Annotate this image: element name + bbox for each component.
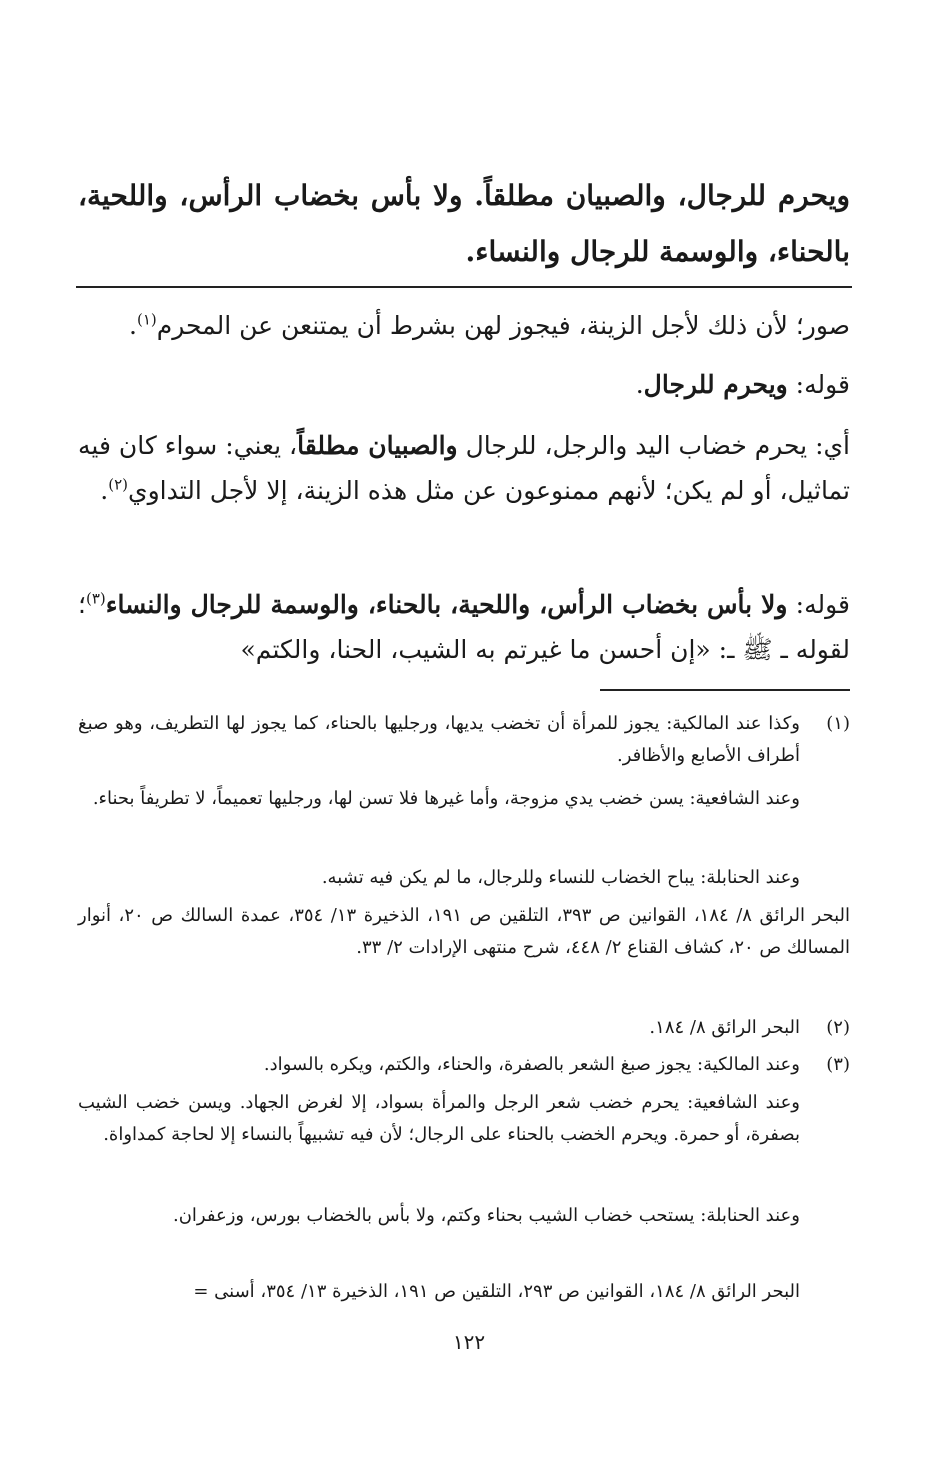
matn-text: ويحرم للرجال، والصبيان مطلقاً. ولا بأس بخضاب الرأس، واللحية، بالحناء، والوسمة للرجال والنساء. [78, 179, 850, 268]
paragraph-text: ؛ لقوله ـ ﷺ ـ: «إن أحسن ما غيرتم به الشيب، الحنا، والكتم» [78, 590, 850, 664]
sharh-paragraph-3 [78, 423, 850, 513]
qawluhu-label: قوله: [787, 370, 850, 399]
quoted-matn: ويحرم للرجال [643, 370, 788, 399]
footnote-3-continuation [78, 1087, 850, 1151]
footnote-1-continuation [78, 862, 850, 894]
sharh-paragraph-2 [78, 362, 850, 407]
footnote-1-sources [78, 900, 850, 964]
footnote-1 [78, 708, 850, 772]
footnote-text: البحر الرائق ٨/ ١٨٤، القوانين ص ٢٩٣، التلقين ص ١٩١، الذخيرة ١٣/ ٣٥٤، أسنى = [193, 1281, 800, 1302]
footnote-divider [600, 689, 850, 691]
paragraph-end: . [100, 476, 109, 505]
footnote-ref-3[interactable]: (٣) [85, 589, 106, 608]
footnote-text: وكذا عند المالكية: يجوز للمرأة أن تخضب يديها، ورجليها بالحناء، كما يجوز لها التطريف، وهو صبغ أطراف الأصابع والأظافر. [78, 713, 800, 766]
sharh-paragraph-4 [78, 582, 850, 672]
matn-divider [76, 286, 852, 288]
footnote-text: وعند الحنابلة: يباح الخضاب للنساء وللرجال، ما لم يكن فيه تشبه. [321, 867, 800, 888]
footnote-text: وعند الشافعية: يحرم خضب شعر الرجل والمرأة بسواد، إلا لغرض الجهاد. ويسن خضب الشيب بصفرة، أو حمرة. ويحرم الخضب بالحناء على الرجال؛ لأن فيه تشبيهاً بالنساء إلا لحاجة كمداواة. [78, 1092, 800, 1145]
page-number: ١٢٢ [452, 1330, 486, 1354]
paragraph-end: . [129, 311, 137, 340]
paragraph-text: صور؛ لأن ذلك لأجل الزينة، فيجوز لهن بشرط أن يمتنعن عن المحرم [156, 311, 850, 340]
footnote-ref-2[interactable]: (٢) [108, 475, 128, 494]
paragraph-text: أي: يحرم خضاب اليد والرجل، للرجال [457, 431, 851, 460]
quoted-matn: ولا بأس بخضاب الرأس، واللحية، بالحناء، والوسمة للرجال والنساء [105, 590, 788, 619]
footnote-text: وعند الحنابلة: يستحب خضاب الشيب بحناء وكتم، ولا بأس بالخضاب بورس، وزعفران. [172, 1205, 800, 1226]
footnote-1-continuation [78, 783, 850, 815]
footnote-text: البحر الرائق ٨/ ١٨٤. [649, 1017, 800, 1038]
qawluhu-label: قوله: [787, 590, 850, 619]
quoted-matn: والصبيان مطلقاً [297, 431, 458, 460]
paragraph-text: ، يعني: سواء كان فيه تماثيل، أو لم يكن؛ لأنهم ممنوعون عن مثل هذه الزينة، إلا لأجل التداوي [78, 431, 850, 505]
paragraph-end: . [635, 370, 644, 399]
footnote-2 [78, 1012, 850, 1044]
footnote-number: (٢) [826, 1017, 850, 1038]
footnote-3-sources [78, 1276, 850, 1308]
footnote-3 [78, 1049, 850, 1081]
footnote-3-continuation [78, 1200, 850, 1232]
footnote-text: وعند المالكية: يجوز صبغ الشعر بالصفرة، والحناء، والكتم، ويكره بالسواد. [263, 1054, 800, 1075]
footnote-ref-1[interactable]: (١) [136, 310, 157, 329]
footnote-text: وعند الشافعية: يسن خضب يدي مزوجة، وأما غيرها فلا تسن لها، ورجليها تعميماً، لا تطريفاً بحناء. [92, 788, 800, 809]
footnote-number: (١) [826, 713, 850, 734]
footnote-number: (٣) [826, 1054, 850, 1075]
footnote-text: البحر الرائق ٨/ ١٨٤، القوانين ص ٣٩٣، التلقين ص ١٩١، الذخيرة ١٣/ ٣٥٤، عمدة السالك ص ٢٠، أنوار المسالك ص ٢٠، كشاف القناع ٢/ ٤٤٨، شرح منتهى الإرادات ٢/ ٣٣. [78, 905, 850, 958]
sharh-paragraph-1 [78, 303, 850, 348]
